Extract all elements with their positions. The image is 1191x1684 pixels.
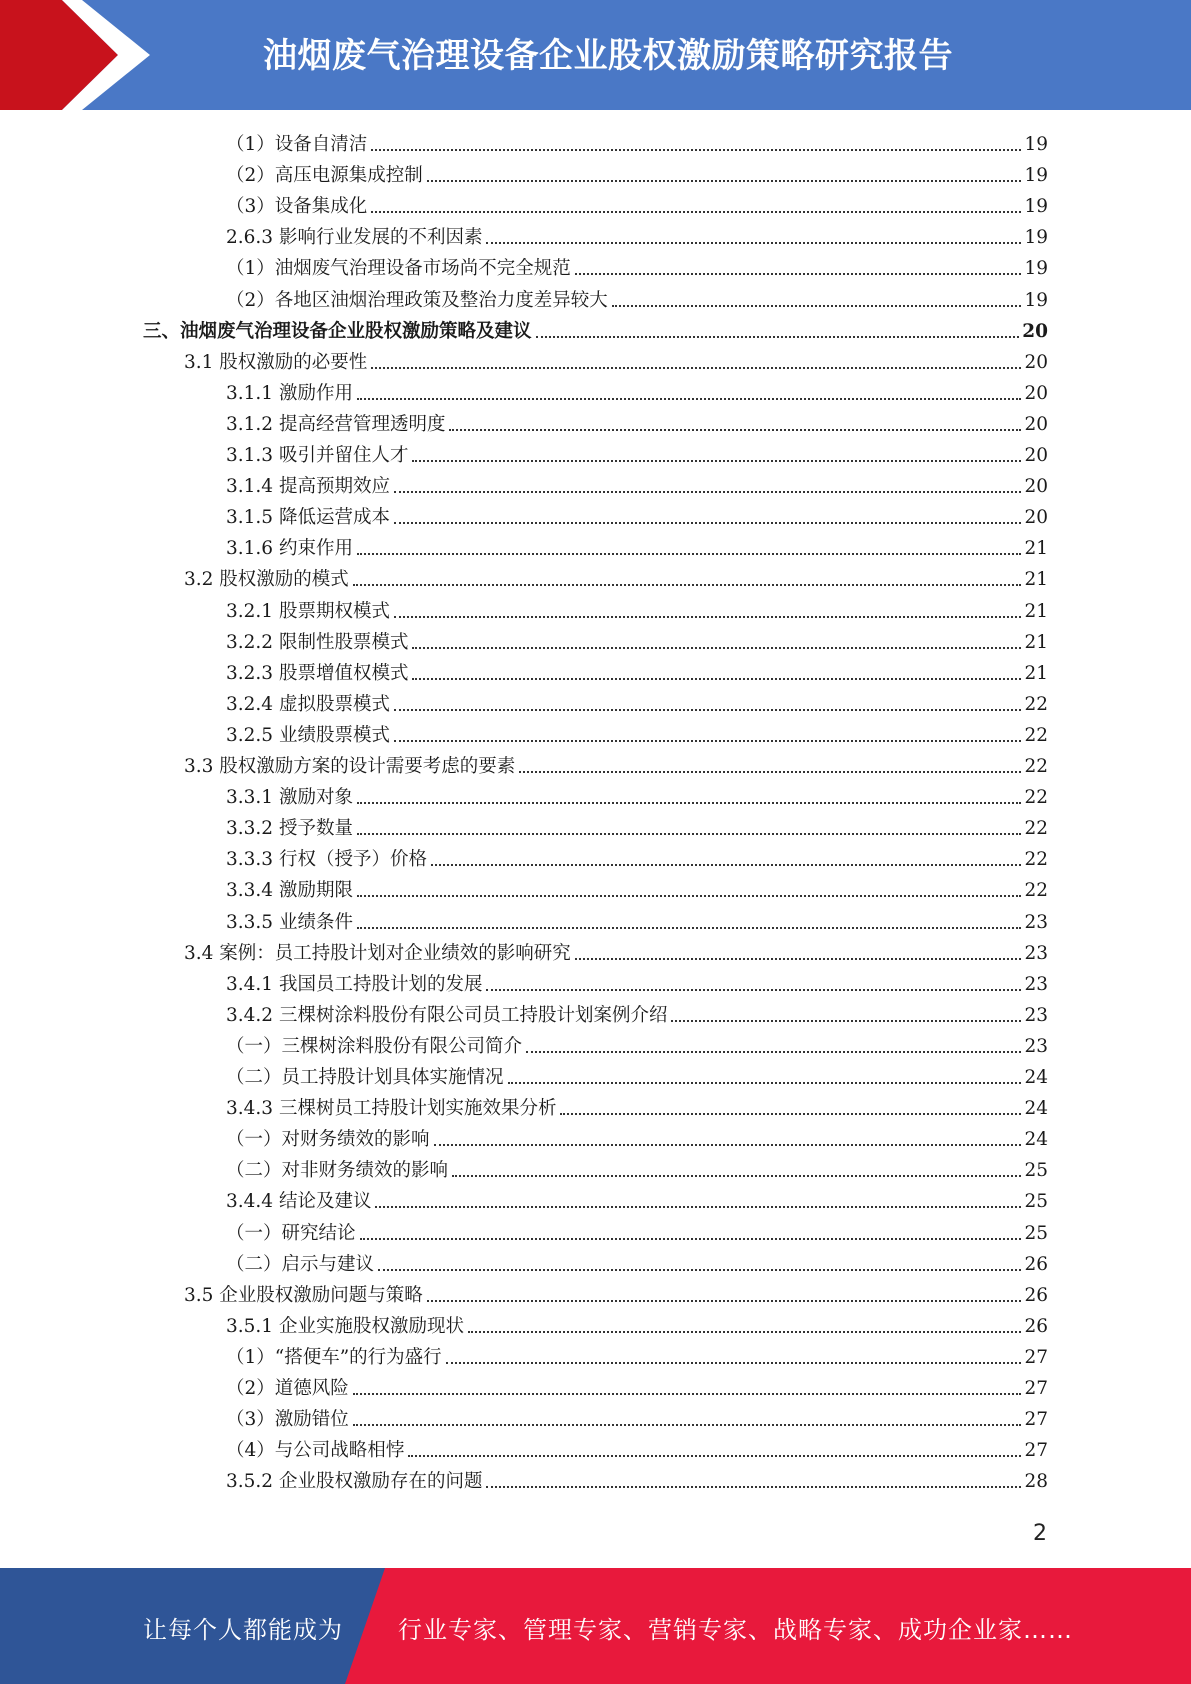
- toc-dot-leader: [357, 398, 1022, 400]
- toc-entry-page: 20: [1024, 413, 1048, 435]
- toc-entry[interactable]: [226, 842, 1048, 872]
- toc-dot-leader: [446, 1362, 1022, 1364]
- toc-dot-leader: [468, 1331, 1021, 1333]
- toc-entry-label: 3.2.2 限制性股票模式: [226, 631, 409, 653]
- toc-dot-leader: [394, 491, 1021, 493]
- toc-entry-page: 21: [1024, 662, 1048, 684]
- toc-entry[interactable]: [226, 127, 1048, 157]
- toc-dot-leader: [357, 895, 1022, 897]
- toc-entry-page: 27: [1024, 1378, 1048, 1399]
- toc-entry[interactable]: [184, 936, 1048, 966]
- toc-entry[interactable]: [226, 283, 1048, 313]
- toc-dot-leader: [408, 1455, 1021, 1457]
- toc-entry[interactable]: [226, 438, 1048, 468]
- toc-entry-label: 3.4.1 我国员工持股计划的发展: [226, 973, 483, 995]
- toc-entry-label: （3）激励错位: [226, 1409, 349, 1431]
- toc-dot-leader: [357, 927, 1022, 929]
- toc-entry[interactable]: [226, 1433, 1048, 1463]
- toc-entry[interactable]: [226, 1122, 1048, 1152]
- toc-entry-label: 3.1 股权激励的必要性: [184, 351, 368, 373]
- toc-entry[interactable]: [184, 1278, 1048, 1308]
- toc-entry[interactable]: [226, 873, 1048, 903]
- toc-entry[interactable]: [226, 780, 1048, 810]
- toc-entry-label: 3.2.1 股票期权模式: [226, 600, 390, 622]
- toc-dot-leader: [427, 1300, 1022, 1302]
- toc-entry-page: 19: [1024, 289, 1048, 311]
- toc-entry-label: 3.5.1 企业实施股权激励现状: [226, 1315, 464, 1337]
- toc-dot-leader: [427, 180, 1022, 182]
- toc-entry-page: 22: [1024, 849, 1048, 871]
- toc-entry[interactable]: [226, 1216, 1048, 1246]
- toc-dot-leader: [560, 1113, 1021, 1115]
- toc-entry-label: （一）研究结论: [226, 1222, 356, 1244]
- toc-entry-page: 22: [1024, 818, 1048, 840]
- toc-entry-page: 22: [1024, 880, 1048, 902]
- toc-entry[interactable]: [226, 500, 1048, 530]
- toc-entry-page: 27: [1024, 1346, 1048, 1368]
- toc-dot-leader: [486, 1486, 1021, 1488]
- toc-entry[interactable]: [226, 656, 1048, 686]
- toc-entry-label: 2.6.3 影响行业发展的不利因素: [226, 227, 483, 249]
- toc-entry[interactable]: [226, 1184, 1048, 1214]
- toc-entry-label: 3.4.2 三棵树涂料股份有限公司员工持股计划案例介绍: [226, 1004, 668, 1026]
- toc-entry[interactable]: [226, 811, 1048, 841]
- toc-entry-label: 3.1.4 提高预期效应: [226, 476, 390, 498]
- toc-entry-page: 23: [1024, 1004, 1048, 1026]
- toc-entry[interactable]: [184, 345, 1048, 375]
- toc-entry[interactable]: [226, 251, 1048, 281]
- toc-entry-page: 26: [1024, 1315, 1048, 1337]
- page-footer: [0, 1568, 1191, 1684]
- toc-entry-page: 27: [1024, 1409, 1048, 1431]
- toc-entry-page: 27: [1024, 1440, 1048, 1462]
- toc-dot-leader: [431, 864, 1021, 866]
- toc-entry-page: 21: [1024, 538, 1048, 560]
- toc-entry[interactable]: [226, 1371, 1048, 1401]
- toc-dot-leader: [394, 740, 1021, 742]
- toc-dot-leader: [434, 1144, 1022, 1146]
- toc-entry-label: （一）三棵树涂料股份有限公司简介: [226, 1035, 523, 1057]
- toc-entry-label: 3.5.2 企业股权激励存在的问题: [226, 1471, 483, 1493]
- toc-entry-page: 19: [1024, 227, 1048, 249]
- toc-entry[interactable]: [226, 1247, 1048, 1277]
- toc-entry-page: 24: [1024, 1067, 1048, 1088]
- toc-dot-leader: [449, 429, 1021, 431]
- toc-entry[interactable]: [226, 189, 1048, 219]
- toc-dot-leader: [519, 771, 1021, 773]
- page-number: 2: [1033, 1521, 1047, 1546]
- toc-entry-page: 20: [1024, 507, 1048, 529]
- toc-entry-page: 23: [1024, 1035, 1048, 1057]
- toc-entry-label: （二）对非财务绩效的影响: [226, 1160, 449, 1182]
- toc-entry-label: 3.1.1 激励作用: [226, 382, 353, 404]
- footer-slogan-left: 让每个人都能成为: [143, 1616, 343, 1644]
- toc-entry[interactable]: [226, 687, 1048, 717]
- toc-dot-leader: [536, 336, 1020, 338]
- toc-dot-leader: [357, 802, 1022, 804]
- toc-entry-label: （4）与公司战略相悖: [226, 1440, 405, 1462]
- toc-entry[interactable]: [226, 1153, 1048, 1183]
- toc-dot-leader: [394, 522, 1021, 524]
- toc-entry-label: 3.2.3 股票增值权模式: [226, 662, 409, 684]
- toc-dot-leader: [371, 367, 1021, 369]
- toc-dot-leader: [394, 709, 1021, 711]
- toc-entry-page: 22: [1024, 693, 1048, 715]
- toc-dot-leader: [575, 958, 1022, 960]
- toc-entry-page: 24: [1024, 1129, 1048, 1151]
- toc-entry-page: 19: [1024, 258, 1048, 280]
- toc-entry[interactable]: [184, 562, 1048, 592]
- toc-entry-label: 3.3.5 业绩条件: [226, 911, 353, 933]
- toc-entry-page: 25: [1024, 1222, 1048, 1244]
- toc-dot-leader: [412, 460, 1021, 462]
- toc-entry[interactable]: [226, 1340, 1048, 1370]
- toc-entry-page: 28: [1024, 1471, 1048, 1493]
- toc-entry-page: 20: [1024, 476, 1048, 498]
- toc-entry-label: 3.1.2 提高经营管理透明度: [226, 413, 446, 435]
- toc-entry[interactable]: [226, 1309, 1048, 1339]
- toc-dot-leader: [357, 833, 1022, 835]
- toc-entry[interactable]: [226, 376, 1048, 406]
- page-header: [0, 0, 1191, 110]
- toc-dot-leader: [371, 149, 1021, 151]
- toc-dot-leader: [486, 989, 1021, 991]
- toc-dot-leader: [353, 584, 1022, 586]
- toc-dot-leader: [526, 1051, 1021, 1053]
- toc-entry-page: 22: [1024, 724, 1048, 746]
- toc-entry-page: 22: [1024, 787, 1048, 809]
- toc-dot-leader: [575, 273, 1022, 275]
- toc-entry[interactable]: [226, 1464, 1048, 1494]
- toc-entry[interactable]: [226, 718, 1048, 748]
- toc-entry-label: 3.3 股权激励方案的设计需要考虑的要素: [184, 756, 516, 777]
- toc-entry[interactable]: [184, 749, 1048, 779]
- toc-entry-label: 3.3.4 激励期限: [226, 880, 353, 902]
- toc-entry-label: （1）设备自清洁: [226, 134, 368, 155]
- toc-dot-leader: [612, 305, 1022, 307]
- toc-dot-leader: [371, 211, 1021, 213]
- toc-entry-label: （2）道德风险: [226, 1378, 349, 1399]
- toc-entry-page: 21: [1024, 569, 1048, 591]
- toc-entry-page: 24: [1024, 1098, 1048, 1120]
- toc-entry[interactable]: [226, 594, 1048, 624]
- toc-entry-label: 3.1.6 约束作用: [226, 538, 353, 560]
- toc-entry[interactable]: [226, 1060, 1048, 1090]
- toc-entry-label: （二）启示与建议: [226, 1253, 375, 1275]
- toc-entry-page: 21: [1024, 600, 1048, 622]
- toc-entry-label: 3.2.4 虚拟股票模式: [226, 693, 390, 715]
- toc-entry-page: 20: [1024, 445, 1048, 466]
- toc-entry-label: （二）员工持股计划具体实施情况: [226, 1067, 504, 1088]
- toc-entry-label: （3）设备集成化: [226, 196, 368, 218]
- toc-entry[interactable]: [226, 1029, 1048, 1059]
- toc-entry-label: （2）各地区油烟治理政策及整治力度差异较大: [226, 289, 608, 311]
- toc-entry-page: 20: [1024, 351, 1048, 373]
- toc-entry-page: 26: [1024, 1253, 1048, 1275]
- toc-entry-label: 3.3.3 行权（授予）价格: [226, 849, 427, 871]
- toc-entry[interactable]: [143, 314, 1048, 344]
- toc-entry-label: 3.5 企业股权激励问题与策略: [184, 1284, 423, 1306]
- toc-entry-label: 3.2 股权激励的模式: [184, 569, 349, 591]
- toc-dot-leader: [412, 647, 1021, 649]
- toc-entry-page: 23: [1024, 911, 1048, 933]
- toc-entry-page: 20: [1024, 382, 1048, 404]
- toc-entry[interactable]: [226, 905, 1048, 935]
- toc-entry[interactable]: [226, 1091, 1048, 1121]
- toc-entry-page: 25: [1024, 1160, 1048, 1182]
- toc-dot-leader: [394, 616, 1021, 618]
- toc-entry[interactable]: [226, 469, 1048, 499]
- toc-entry-label: 三、油烟废气治理设备企业股权激励策略及建议: [143, 320, 532, 342]
- toc-entry[interactable]: [226, 625, 1048, 655]
- toc-entry-label: （1）“搭便车”的行为盛行: [226, 1346, 442, 1368]
- toc-entry-page: 25: [1024, 1191, 1048, 1213]
- toc-entry-label: 3.4 案例：员工持股计划对企业绩效的影响研究: [184, 942, 571, 964]
- toc-dot-leader: [357, 553, 1022, 555]
- toc-dot-leader: [353, 1424, 1022, 1426]
- toc-entry-page: 23: [1024, 973, 1048, 995]
- toc-entry[interactable]: [226, 531, 1048, 561]
- toc-entry-label: （1）油烟废气治理设备市场尚不完全规范: [226, 258, 571, 280]
- toc-dot-leader: [486, 242, 1021, 244]
- toc-dot-leader: [353, 1393, 1022, 1395]
- toc-entry-page: 19: [1024, 134, 1048, 155]
- toc-entry-page: 21: [1024, 631, 1048, 653]
- toc-entry-page: 19: [1024, 196, 1048, 218]
- toc-entry-label: 3.1.5 降低运营成本: [226, 507, 390, 529]
- toc-entry-label: （一）对财务绩效的影响: [226, 1129, 430, 1151]
- toc-entry[interactable]: [226, 407, 1048, 437]
- toc-entry-label: 3.4.4 结论及建议: [226, 1191, 372, 1213]
- toc-entry-label: 3.1.3 吸引并留住人才: [226, 445, 409, 466]
- toc-entry[interactable]: [226, 998, 1048, 1028]
- toc-entry[interactable]: [226, 158, 1048, 188]
- toc-entry-label: （2）高压电源集成控制: [226, 165, 423, 187]
- toc-dot-leader: [378, 1269, 1021, 1271]
- toc-entry[interactable]: [226, 967, 1048, 997]
- toc-entry-label: 3.4.3 三棵树员工持股计划实施效果分析: [226, 1098, 557, 1120]
- report-title: 油烟废气治理设备企业股权激励策略研究报告: [263, 36, 953, 76]
- toc-entry-page: 22: [1024, 756, 1048, 777]
- toc-dot-leader: [452, 1175, 1021, 1177]
- toc-entry-page: 20: [1022, 320, 1048, 342]
- toc-dot-leader: [671, 1020, 1021, 1022]
- toc-entry-label: 3.2.5 业绩股票模式: [226, 724, 390, 746]
- toc-entry[interactable]: [226, 1402, 1048, 1432]
- toc-entry[interactable]: [226, 220, 1048, 250]
- toc-entry-page: 23: [1024, 942, 1048, 964]
- toc-entry-label: 3.3.2 授予数量: [226, 818, 353, 840]
- toc-dot-leader: [360, 1238, 1022, 1240]
- toc-entry-page: 26: [1024, 1284, 1048, 1306]
- toc-dot-leader: [412, 678, 1021, 680]
- toc-dot-leader: [375, 1206, 1021, 1208]
- toc-entry-label: 3.3.1 激励对象: [226, 787, 353, 809]
- toc-dot-leader: [508, 1082, 1022, 1084]
- footer-slogan-right: 行业专家、管理专家、营销专家、战略专家、成功企业家……: [398, 1616, 1073, 1644]
- toc-entry-page: 19: [1024, 165, 1048, 187]
